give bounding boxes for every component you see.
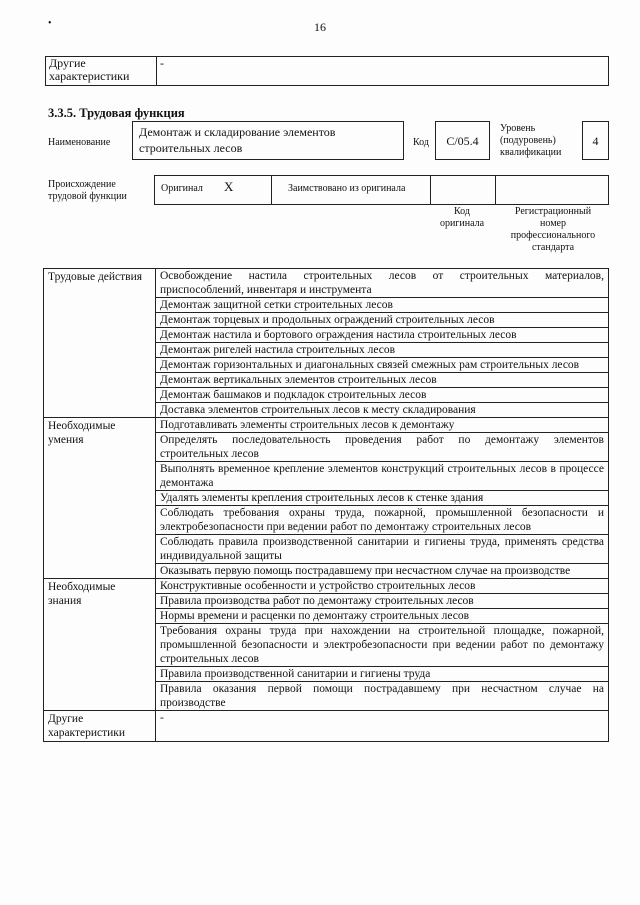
original-mark: X: [224, 179, 234, 194]
level-label: Уровень (подуровень) квалификации: [500, 123, 562, 158]
reg-caption: Регистрационный номер профессионального стандарта: [510, 206, 596, 253]
original-label: Оригинал: [161, 183, 203, 194]
group-label: Необходимые умения: [44, 418, 156, 579]
level-value: 4: [592, 134, 599, 148]
table-row: [46, 57, 609, 86]
group-item: -: [156, 711, 609, 742]
group-item: Соблюдать правила производственной санитарии и гигиены труда, применять средства индивидуальной защиты: [156, 535, 609, 564]
group-item: Правила оказания первой помощи пострадавшему при несчастном случае на производстве: [156, 682, 609, 711]
group-item: Демонтаж защитной сетки строительных лесов: [156, 298, 609, 313]
group-item: Демонтаж горизонтальных и диагональных связей смежных рам строительных лесов: [156, 358, 609, 373]
group-item: Демонтаж настила и бортового ограждения настила строительных лесов: [156, 328, 609, 343]
borrowed-label: Заимствовано из оригинала: [288, 183, 406, 194]
group-item: Подготавливать элементы строительных лесов к демонтажу: [156, 418, 609, 433]
name-label: Наименование: [48, 137, 111, 148]
group-item: Демонтаж ригелей настила строительных лесов: [156, 343, 609, 358]
code-label: Код: [413, 137, 429, 148]
table-row: [44, 711, 609, 742]
group-item: Доставка элементов строительных лесов к месту складирования: [156, 403, 609, 418]
page-mark: •: [48, 18, 52, 29]
group-item: Нормы времени и расценки по демонтажу строительных лесов: [156, 609, 609, 624]
origin-label: Происхождение трудовой функции: [48, 179, 127, 202]
divider: [495, 175, 496, 205]
divider: [271, 175, 272, 205]
function-details-table: [43, 268, 609, 742]
group-item: Требования охраны труда при нахождении на строительной площадке, пожарной, промышленной безопасности и электробезопасности при ведении работ по демонтажу строительных лесов: [156, 624, 609, 667]
table-row: [44, 269, 609, 298]
code-value: С/05.4: [446, 134, 479, 148]
group-item: Конструктивные особенности и устройство строительных лесов: [156, 579, 609, 594]
function-name: Демонтаж и складирование элементов строительных лесов: [139, 125, 336, 155]
section-title: 3.3.5. Трудовая функция: [48, 106, 185, 120]
group-label: Другие характеристики: [44, 711, 156, 742]
other-characteristics-value: -: [157, 57, 609, 86]
group-item: Демонтаж торцевых и продольных ограждений строительных лесов: [156, 313, 609, 328]
table-row: [44, 579, 609, 594]
code-box: [435, 121, 490, 160]
function-name-box: [132, 121, 404, 160]
group-item: Демонтаж вертикальных элементов строительных лесов: [156, 373, 609, 388]
page-number: 16: [314, 20, 326, 34]
group-item: Демонтаж башмаков и подкладок строительных лесов: [156, 388, 609, 403]
level-box: [582, 121, 609, 160]
divider: [430, 175, 431, 205]
group-label: Необходимые знания: [44, 579, 156, 711]
group-item: Соблюдать требования охраны труда, пожарной, промышленной безопасности и электробезопасности при ведении работ по демонтажу строительных лесов: [156, 506, 609, 535]
group-item: Выполнять временное крепление элементов конструкций строительных лесов в процессе демонтажа: [156, 462, 609, 491]
code-caption: Код оригинала: [439, 206, 485, 229]
group-item: Оказывать первую помощь пострадавшему при несчастном случае на производстве: [156, 564, 609, 579]
group-item: Освобождение настила строительных лесов от строительных материалов, приспособлений, инвентаря и инструмента: [156, 269, 609, 298]
top-characteristics-table: [45, 56, 609, 86]
group-item: Правила производства работ по демонтажу строительных лесов: [156, 594, 609, 609]
other-characteristics-label: Другие характеристики: [46, 57, 157, 86]
table-row: [44, 418, 609, 433]
group-item: Удалять элементы крепления строительных лесов к стенке здания: [156, 491, 609, 506]
group-item: Правила производственной санитарии и гигиены труда: [156, 667, 609, 682]
group-item: Определять последовательность проведения работ по демонтажу элементов строительных лесов: [156, 433, 609, 462]
group-label: Трудовые действия: [44, 269, 156, 418]
